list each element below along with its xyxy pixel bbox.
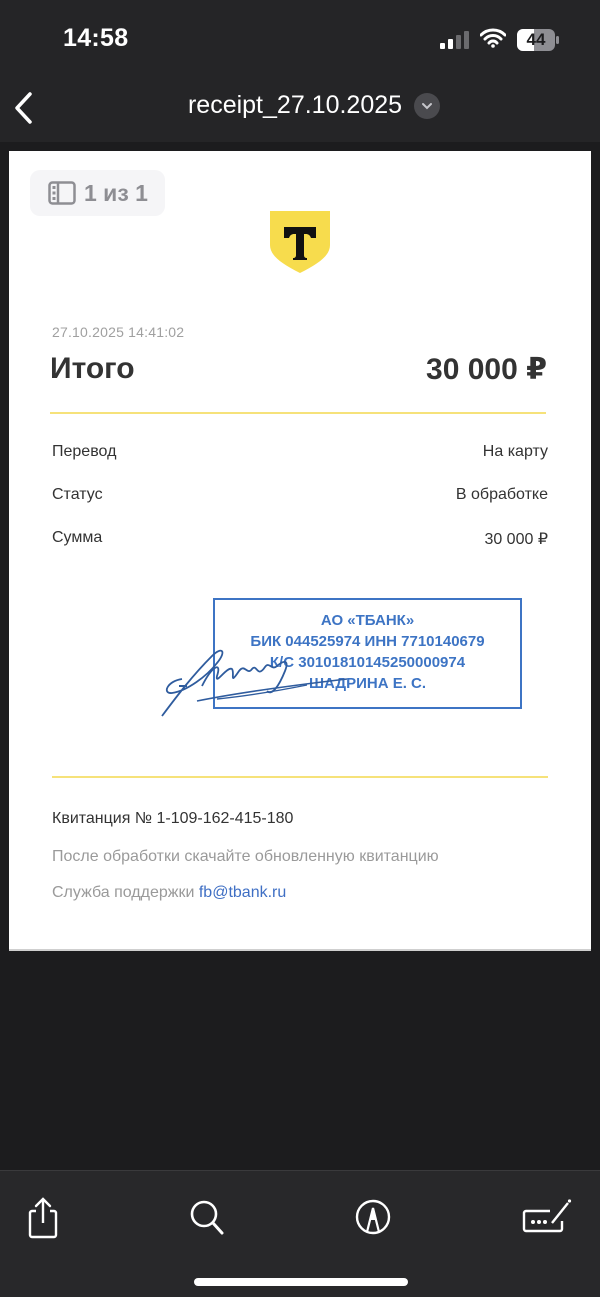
share-button[interactable] — [21, 1195, 65, 1239]
detail-label: Перевод — [52, 443, 117, 460]
markup-pen-icon — [357, 1201, 389, 1233]
document-title[interactable]: receipt_27.10.2025 — [187, 91, 403, 119]
home-indicator[interactable] — [194, 1278, 408, 1286]
detail-value: 30 000 ₽ — [484, 531, 548, 548]
markup-button[interactable] — [351, 1195, 395, 1239]
support-label: Служба поддержки — [52, 884, 199, 901]
tbank-logo — [270, 211, 330, 273]
support-line — [52, 884, 286, 902]
cellular-signal-icon — [440, 31, 470, 49]
support-email-link[interactable]: fb@tbank.ru — [198, 884, 287, 901]
page-count-label: 1 из 1 — [84, 179, 148, 206]
document-title-bar — [0, 91, 600, 120]
battery-indicator — [517, 29, 559, 51]
status-bar — [0, 0, 600, 80]
detail-row-transfer — [52, 443, 548, 461]
stamp-line: ШАДРИНА Е. С. — [308, 675, 427, 692]
stamp-line: К/С 30101810145250000974 — [269, 654, 466, 671]
total-label: Итого — [50, 352, 135, 385]
search-icon — [192, 1202, 222, 1233]
total-value: 30 000 ₽ — [426, 353, 547, 386]
detail-value: На карту — [482, 443, 548, 460]
detail-row-amount — [52, 529, 548, 549]
signature-icon — [524, 1199, 571, 1231]
sidebar-thumbnails-icon — [48, 181, 76, 205]
receipt-number: Квитанция № 1-109-162-415-180 — [52, 810, 294, 827]
detail-value: В обработке — [455, 486, 548, 503]
status-time: 14:58 — [63, 24, 129, 52]
document-viewer[interactable] — [0, 142, 600, 1170]
signature-icon — [157, 641, 357, 721]
receipt-page — [9, 151, 591, 951]
detail-label: Сумма — [52, 529, 103, 546]
stamp-line: АО «ТБАНК» — [320, 612, 415, 629]
wifi-icon — [480, 28, 506, 48]
search-button[interactable] — [185, 1195, 229, 1239]
stamp-line: БИК 044525974 ИНН 7710140679 — [250, 633, 485, 650]
share-icon — [30, 1199, 56, 1237]
nav-bar — [0, 80, 600, 142]
chevron-down-icon — [420, 101, 434, 111]
detail-label: Статус — [52, 486, 103, 503]
transaction-timestamp: 27.10.2025 14:41:02 — [52, 324, 185, 340]
fill-and-sign-button[interactable] — [522, 1195, 574, 1239]
title-menu-button[interactable] — [414, 93, 440, 119]
divider — [52, 776, 548, 778]
processing-note: После обработки скачайте обновленную квитанцию — [52, 848, 439, 865]
detail-row-status — [52, 486, 548, 504]
battery-level: 44 — [526, 30, 546, 49]
page-indicator[interactable] — [30, 170, 165, 216]
divider — [50, 412, 546, 414]
